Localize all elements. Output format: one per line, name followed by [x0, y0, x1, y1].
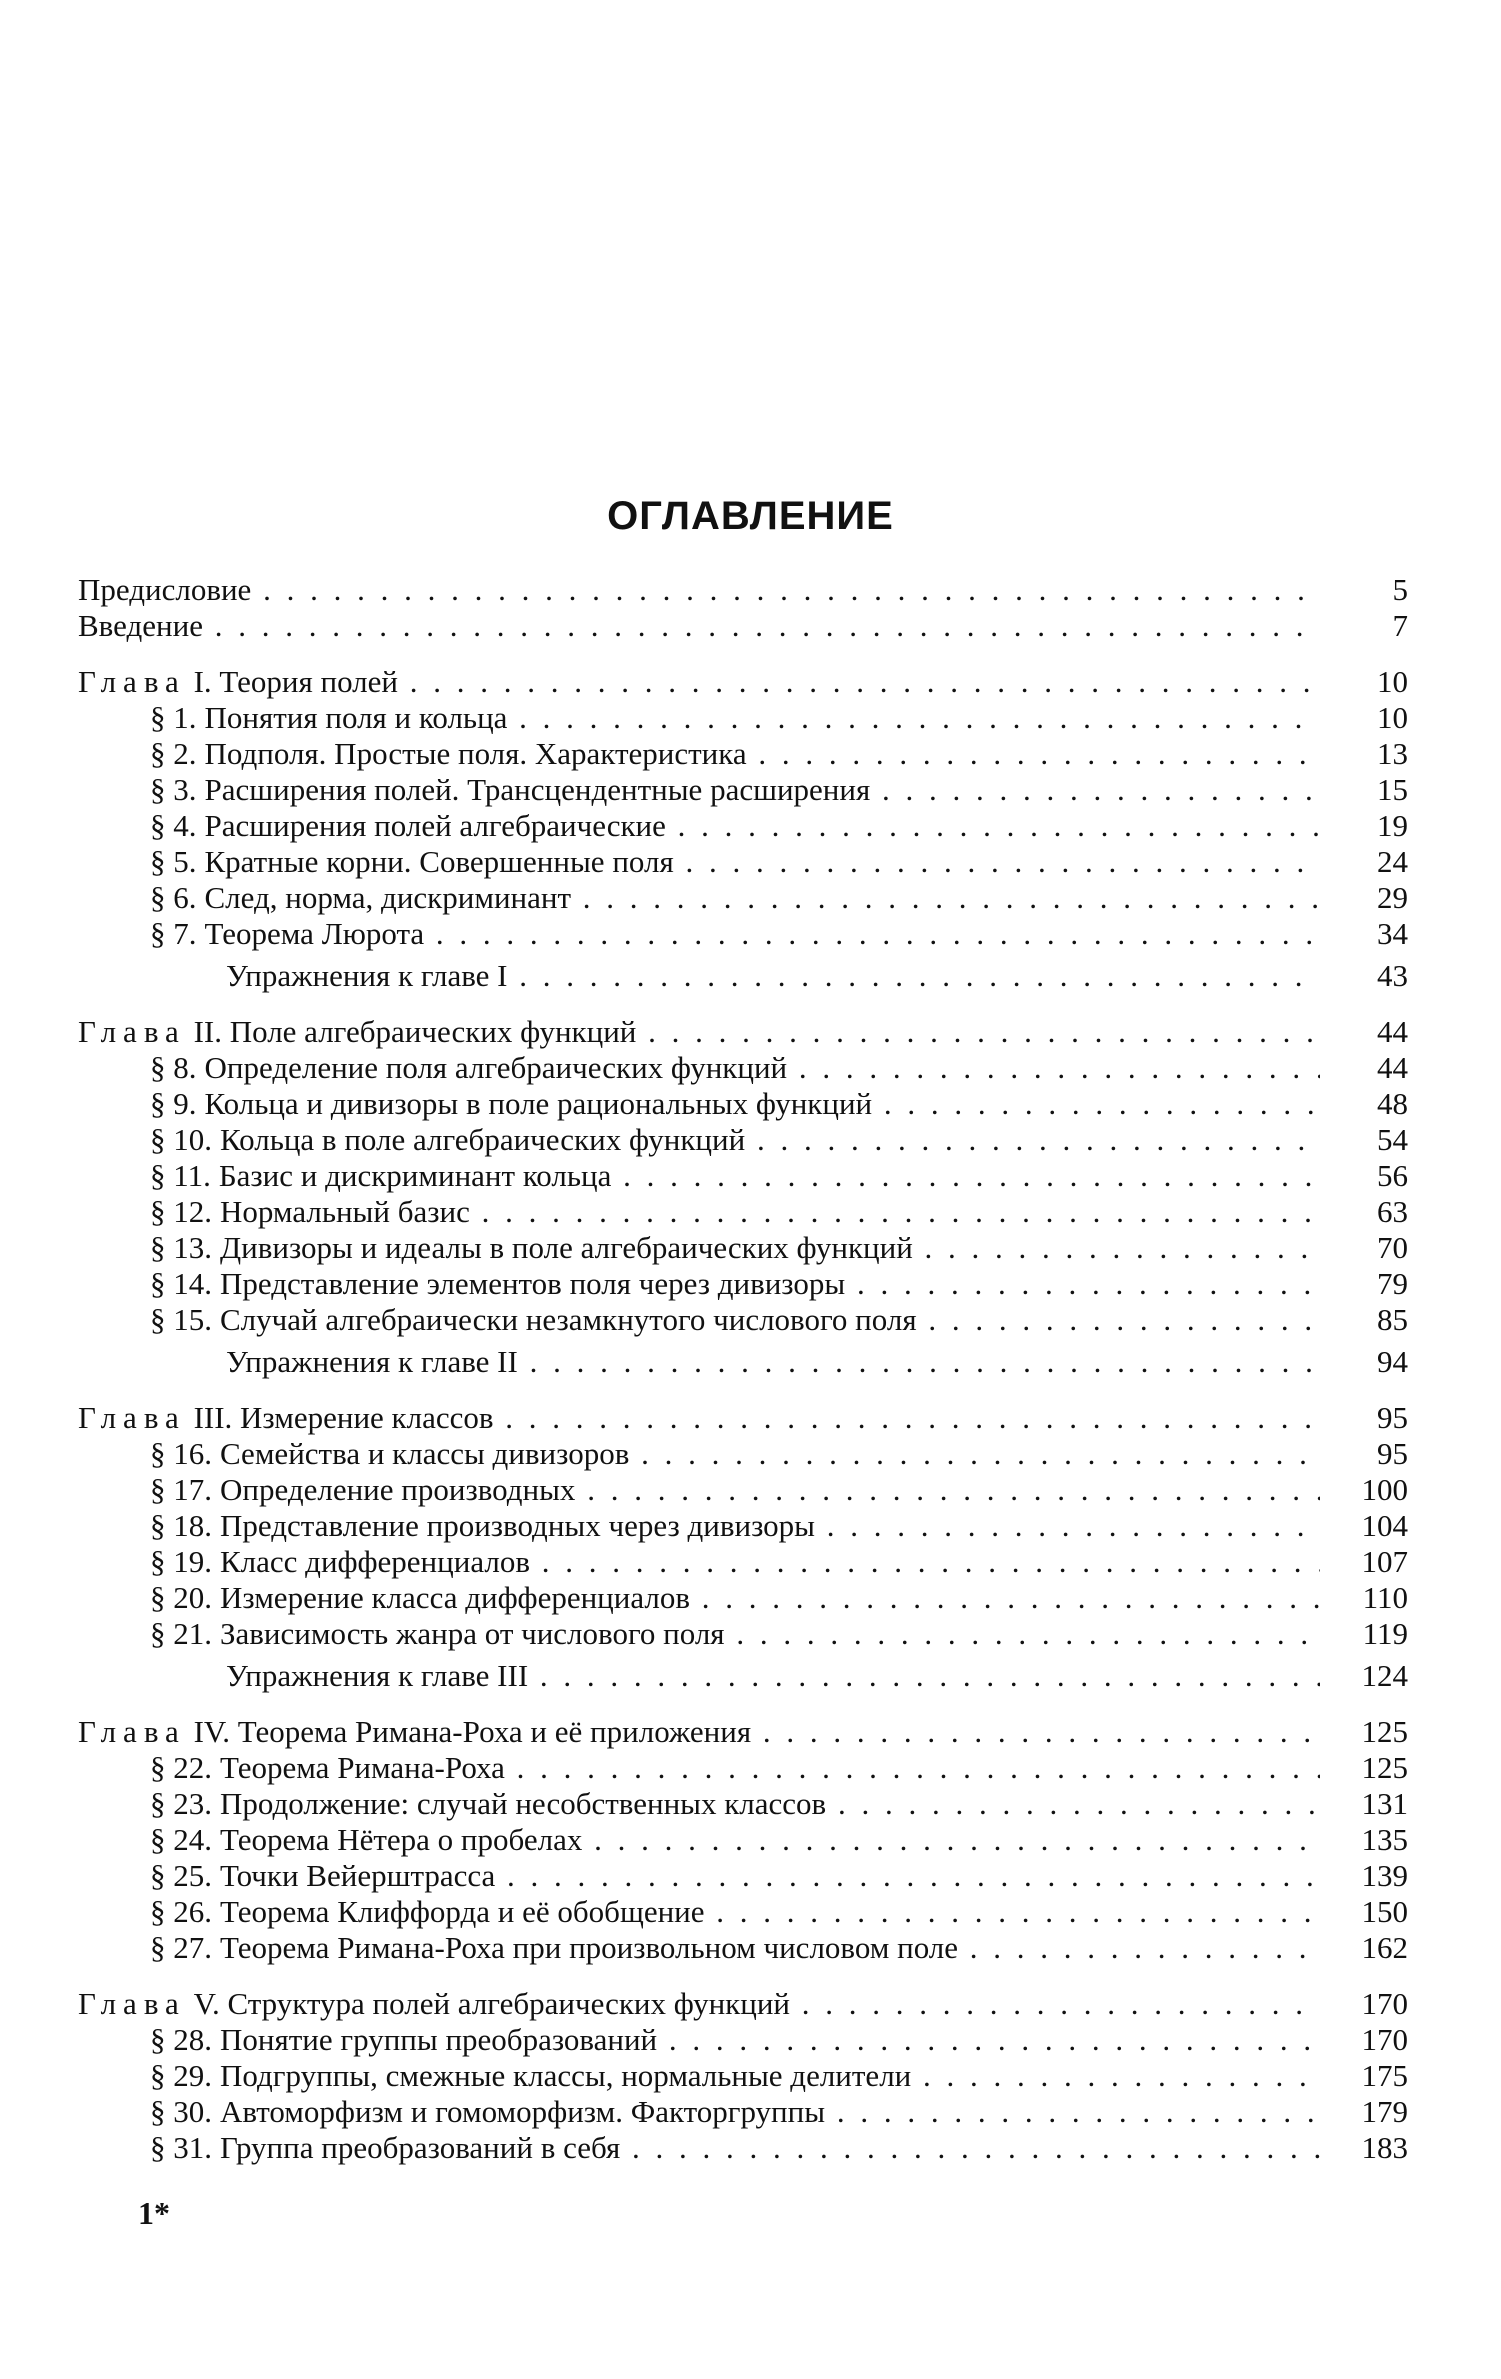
- section-title: Представление элементов поля через дивизоры: [220, 1266, 846, 1301]
- section-entry: [78, 808, 1408, 844]
- exercises-entry: [78, 1658, 1408, 1694]
- toc-page-number: 124: [1361, 1658, 1408, 1693]
- section-number: § 15.: [150, 1302, 212, 1337]
- chapter-prefix: Глава: [78, 1986, 186, 2021]
- section-entry: [78, 1050, 1408, 1086]
- section-entry: [78, 1786, 1408, 1822]
- section-title: Расширения полей. Трансцендентные расширения: [204, 772, 871, 807]
- section-entry: [78, 1894, 1408, 1930]
- section-entry: [78, 1930, 1408, 1966]
- section-title: Класс дифференциалов: [220, 1544, 530, 1579]
- section-label: [150, 1786, 1320, 1822]
- section-label: [150, 1158, 1320, 1194]
- section-entry: [78, 1158, 1408, 1194]
- section-label: [150, 1930, 1320, 1966]
- chapter-title: V. Структура полей алгебраических функций: [193, 1986, 790, 2021]
- section-title: След, норма, дискриминант: [204, 880, 572, 915]
- section-label: [150, 1472, 1320, 1508]
- section-number: § 25.: [150, 1858, 212, 1893]
- toc-page-number: 15: [1377, 772, 1408, 807]
- section-title: Базис и дискриминант кольца: [218, 1158, 612, 1193]
- section-entry: [78, 1858, 1408, 1894]
- toc-title: ОГЛАВЛЕНИЕ: [607, 494, 894, 538]
- section-label: [150, 1122, 1320, 1158]
- section-entry: [78, 736, 1408, 772]
- toc-page-number: 63: [1377, 1194, 1408, 1229]
- chapter-title: IV. Теорема Римана-Роха и её приложения: [193, 1714, 752, 1749]
- section-entry: [78, 1266, 1408, 1302]
- toc-page-number: 119: [1362, 1616, 1408, 1651]
- section-title: Теорема Нётера о пробелах: [220, 1822, 583, 1857]
- section-title: Расширения полей алгебраические: [204, 808, 666, 843]
- toc-page-number: 43: [1377, 958, 1408, 993]
- section-number: § 11.: [150, 1158, 211, 1193]
- toc-page-number: 70: [1377, 1230, 1408, 1265]
- section-number: § 10.: [150, 1122, 212, 1157]
- section-label: [150, 1508, 1320, 1544]
- chapter-prefix: Глава: [78, 664, 186, 699]
- section-number: § 8.: [150, 1050, 197, 1085]
- toc-page-number: 56: [1377, 1158, 1408, 1193]
- toc-page-number: 24: [1377, 844, 1408, 879]
- chapter-heading-label: [78, 1400, 1320, 1436]
- toc-page-number: 110: [1362, 1580, 1408, 1615]
- toc-page-number: 125: [1361, 1714, 1408, 1749]
- section-title: Семейства и классы дивизоров: [220, 1436, 630, 1471]
- chapter-heading-label: [78, 1986, 1320, 2022]
- toc-entry-introduction: [78, 608, 1408, 644]
- section-number: § 7.: [150, 916, 197, 951]
- section-title: Автоморфизм и гомоморфизм. Факторгруппы: [220, 2094, 826, 2129]
- section-number: § 16.: [150, 1436, 212, 1471]
- section-number: § 30.: [150, 2094, 212, 2129]
- section-title: Дивизоры и идеалы в поле алгебраических функций: [220, 1230, 913, 1265]
- section-entry: [78, 1230, 1408, 1266]
- chapter-title: III. Измерение классов: [193, 1400, 494, 1435]
- section-entry: [78, 1508, 1408, 1544]
- section-label: [150, 700, 1320, 736]
- exercises-entry: [78, 1344, 1408, 1380]
- toc-page-number: 48: [1377, 1086, 1408, 1121]
- toc-page-number: 95: [1377, 1436, 1408, 1471]
- toc-page-number: 7: [1392, 608, 1408, 643]
- section-number: § 21.: [150, 1616, 212, 1651]
- section-entry: [78, 1194, 1408, 1230]
- section-label: [150, 880, 1320, 916]
- chapter-title: II. Поле алгебраических функций: [193, 1014, 637, 1049]
- section-label: [150, 2022, 1320, 2058]
- section-number: § 19.: [150, 1544, 212, 1579]
- section-number: § 18.: [150, 1508, 212, 1543]
- exercises-label: Упражнения к главе II . . .: [226, 1344, 1320, 1380]
- section-number: § 2.: [150, 736, 197, 771]
- section-entry: [78, 1302, 1408, 1338]
- section-number: § 14.: [150, 1266, 212, 1301]
- section-title: Кратные корни. Совершенные поля: [204, 844, 674, 879]
- section-label: [150, 1822, 1320, 1858]
- section-entry: [78, 2022, 1408, 2058]
- toc-entry-label: Предисловие . . .: [78, 572, 1320, 608]
- toc-page-number: 54: [1377, 1122, 1408, 1157]
- chapter-prefix: Глава: [78, 1400, 186, 1435]
- chapter-heading: [78, 1400, 1408, 1436]
- table-of-contents: [78, 572, 1408, 2166]
- toc-page-number: 175: [1361, 2058, 1408, 2093]
- section-entry: [78, 2094, 1408, 2130]
- section-label: [150, 808, 1320, 844]
- toc-page-number: 183: [1361, 2130, 1408, 2165]
- section-label: [150, 1858, 1320, 1894]
- section-title: Группа преобразований в себя: [220, 2130, 621, 2165]
- toc-page-number: 94: [1377, 1344, 1408, 1379]
- toc-page-number: 34: [1377, 916, 1408, 951]
- section-entry: [78, 1122, 1408, 1158]
- chapter-heading-label: [78, 1714, 1320, 1750]
- section-entry: [78, 1544, 1408, 1580]
- section-title: Подполя. Простые поля. Характеристика: [204, 736, 747, 771]
- chapter-heading: [78, 1014, 1408, 1050]
- section-number: § 31.: [150, 2130, 212, 2165]
- toc-page-number: 170: [1361, 1986, 1408, 2021]
- section-number: § 20.: [150, 1580, 212, 1615]
- section-number: § 22.: [150, 1750, 212, 1785]
- section-label: [150, 1230, 1320, 1266]
- section-number: § 26.: [150, 1894, 212, 1929]
- section-number: § 23.: [150, 1786, 212, 1821]
- chapter-heading: [78, 1986, 1408, 2022]
- toc-page-number: 44: [1377, 1050, 1408, 1085]
- section-title: Определение поля алгебраических функций: [204, 1050, 788, 1085]
- section-label: [150, 844, 1320, 880]
- section-title: Точки Вейерштрасса: [220, 1858, 496, 1893]
- section-label: [150, 2058, 1320, 2094]
- section-title: Понятие группы преобразований: [220, 2022, 658, 2057]
- section-label: [150, 736, 1320, 772]
- section-number: § 27.: [150, 1930, 212, 1965]
- section-title: Подгруппы, смежные классы, нормальные делители: [220, 2058, 912, 2093]
- section-label: [150, 1894, 1320, 1930]
- section-title: Продолжение: случай несобственных классов: [220, 1786, 827, 1821]
- section-title: Теорема Люрота: [204, 916, 425, 951]
- toc-page-number: 150: [1361, 1894, 1408, 1929]
- chapter-list: [78, 664, 1408, 2166]
- section-entry: [78, 844, 1408, 880]
- toc-page-number: 125: [1361, 1750, 1408, 1785]
- section-label: [150, 772, 1320, 808]
- section-title: Теорема Римана-Роха: [220, 1750, 505, 1785]
- toc-page-number: 170: [1361, 2022, 1408, 2057]
- exercises-label: Упражнения к главе I . . .: [226, 958, 1320, 994]
- chapter-heading: [78, 664, 1408, 700]
- section-title: Теорема Римана-Роха при произвольном числовом поле: [220, 1930, 959, 1965]
- section-label: [150, 1194, 1320, 1230]
- section-label: [150, 1302, 1320, 1338]
- exercises-entry: [78, 958, 1408, 994]
- toc-page-number: 107: [1361, 1544, 1408, 1579]
- toc-page-number: 10: [1377, 664, 1408, 699]
- toc-entry-label: Введение . . .: [78, 608, 1320, 644]
- toc-page-number: 131: [1361, 1786, 1408, 1821]
- section-number: § 9.: [150, 1086, 197, 1121]
- page-signature: 1*: [138, 2195, 170, 2231]
- section-label: [150, 1544, 1320, 1580]
- chapter-prefix: Глава: [78, 1014, 186, 1049]
- section-title: Понятия поля и кольца: [204, 700, 508, 735]
- section-number: § 17.: [150, 1472, 212, 1507]
- section-entry: [78, 2058, 1408, 2094]
- toc-page-number: 100: [1361, 1472, 1408, 1507]
- toc-page-number: 10: [1377, 700, 1408, 735]
- toc-page-number: 139: [1361, 1858, 1408, 1893]
- section-entry: [78, 1472, 1408, 1508]
- toc-page-number: 179: [1361, 2094, 1408, 2129]
- section-title: Теорема Клиффорда и её обобщение: [220, 1894, 705, 1929]
- section-label: [150, 1436, 1320, 1472]
- toc-page-number: 79: [1377, 1266, 1408, 1301]
- section-number: § 28.: [150, 2022, 212, 2057]
- section-label: [150, 1580, 1320, 1616]
- section-entry: [78, 1822, 1408, 1858]
- section-number: § 13.: [150, 1230, 212, 1265]
- section-label: [150, 1616, 1320, 1652]
- section-title: Зависимость жанра от числового поля: [220, 1616, 725, 1651]
- chapter-title: I. Теория полей: [193, 664, 398, 699]
- section-number: § 4.: [150, 808, 197, 843]
- section-label: [150, 1266, 1320, 1302]
- toc-page-number: 95: [1377, 1400, 1408, 1435]
- toc-page-number: 85: [1377, 1302, 1408, 1337]
- section-label: [150, 2094, 1320, 2130]
- toc-page-number: 162: [1361, 1930, 1408, 1965]
- exercises-label: Упражнения к главе III . . .: [226, 1658, 1320, 1694]
- section-entry: [78, 772, 1408, 808]
- section-number: § 12.: [150, 1194, 212, 1229]
- section-title: Нормальный базис: [220, 1194, 470, 1229]
- toc-page-number: 13: [1377, 736, 1408, 771]
- section-entry: [78, 916, 1408, 952]
- section-entry: [78, 1436, 1408, 1472]
- chapter-heading-label: [78, 1014, 1320, 1050]
- section-label: [150, 1750, 1320, 1786]
- toc-page-number: 104: [1361, 1508, 1408, 1543]
- toc-page-number: 135: [1361, 1822, 1408, 1857]
- chapter-heading-label: [78, 664, 1320, 700]
- section-number: § 1.: [150, 700, 197, 735]
- section-number: § 24.: [150, 1822, 212, 1857]
- section-number: § 6.: [150, 880, 197, 915]
- section-entry: [78, 880, 1408, 916]
- section-number: § 5.: [150, 844, 197, 879]
- section-entry: [78, 1616, 1408, 1652]
- section-entry: [78, 1086, 1408, 1122]
- toc-page-number: 5: [1392, 572, 1408, 607]
- section-title: Кольца в поле алгебраических функций: [220, 1122, 746, 1157]
- chapter-prefix: Глава: [78, 1714, 186, 1749]
- section-entry: [78, 1580, 1408, 1616]
- section-title: Определение производных: [220, 1472, 576, 1507]
- toc-page-number: 29: [1377, 880, 1408, 915]
- section-title: Случай алгебраически незамкнутого числового поля: [220, 1302, 917, 1337]
- section-label: [150, 1086, 1320, 1122]
- section-label: [150, 916, 1320, 952]
- section-entry: [78, 700, 1408, 736]
- chapter-heading: [78, 1714, 1408, 1750]
- section-entry: [78, 1750, 1408, 1786]
- section-title: Измерение класса дифференциалов: [220, 1580, 690, 1615]
- section-title: Представление производных через дивизоры: [220, 1508, 815, 1543]
- section-number: § 29.: [150, 2058, 212, 2093]
- section-label: [150, 2130, 1320, 2166]
- section-title: Кольца и дивизоры в поле рациональных функций: [204, 1086, 873, 1121]
- toc-entry-preface: [78, 572, 1408, 608]
- section-entry: [78, 2130, 1408, 2166]
- toc-page-number: 19: [1377, 808, 1408, 843]
- section-number: § 3.: [150, 772, 197, 807]
- section-label: [150, 1050, 1320, 1086]
- toc-page-number: 44: [1377, 1014, 1408, 1049]
